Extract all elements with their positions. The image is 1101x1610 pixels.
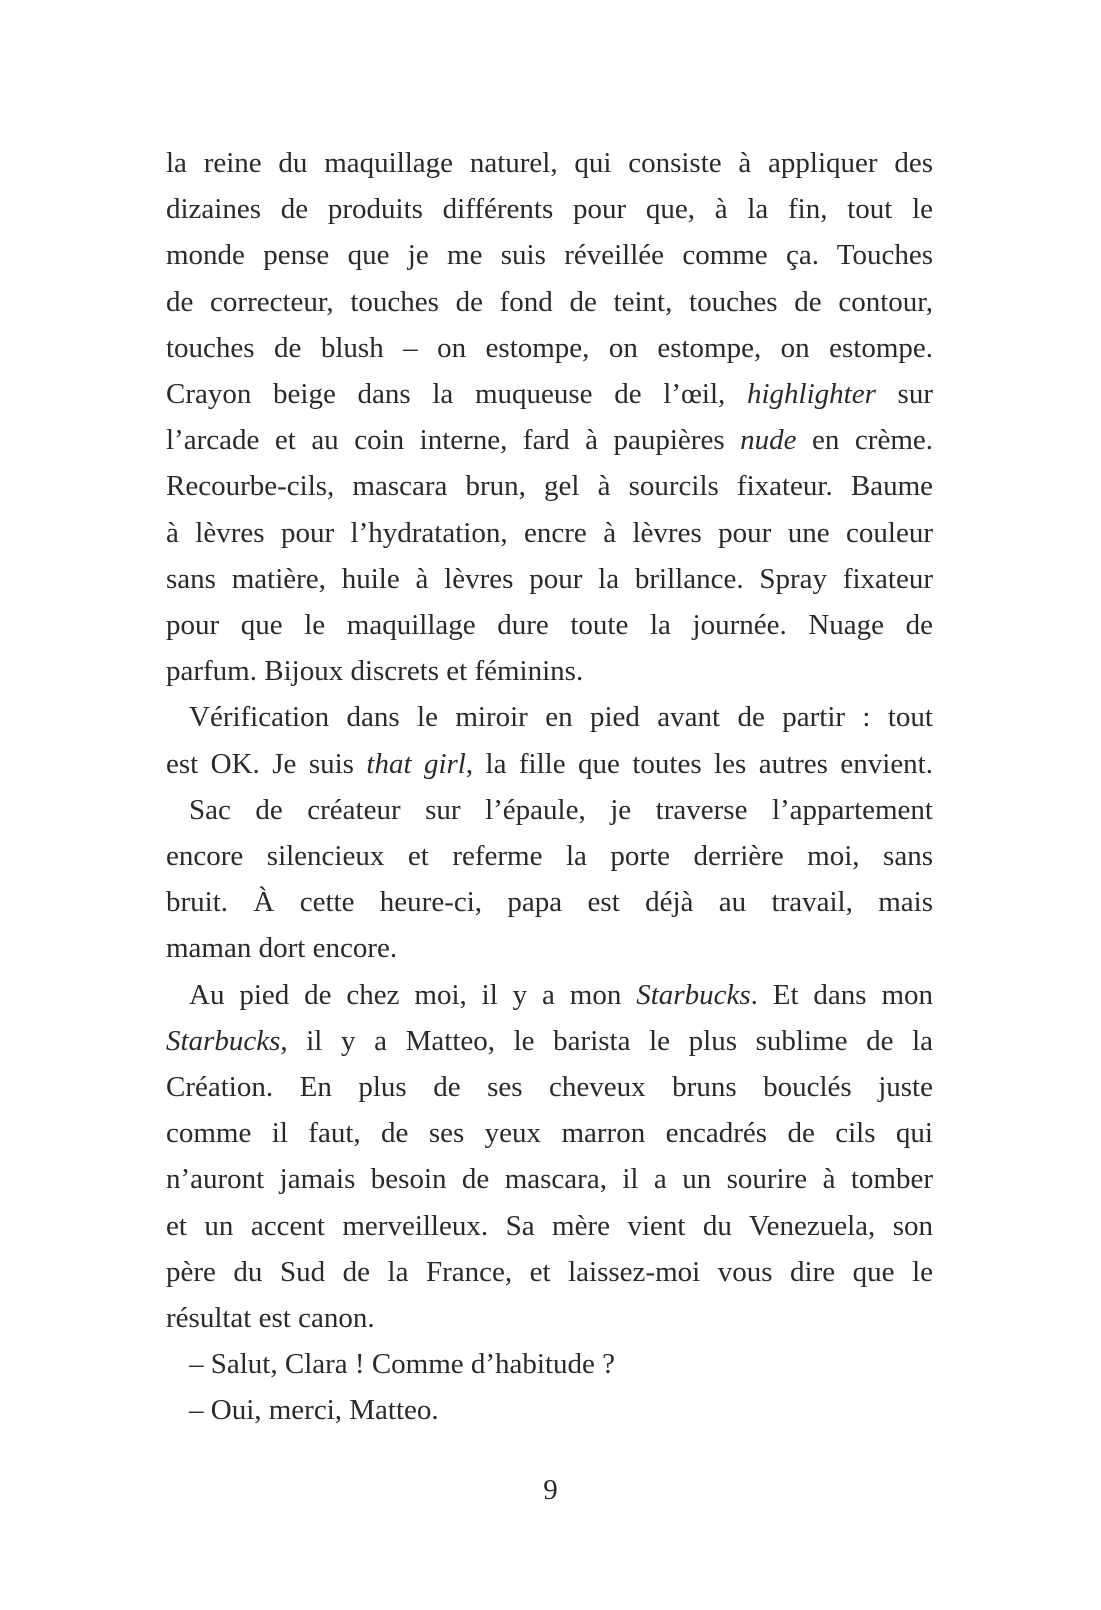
text-run: , il y a Matteo, le barista le plus sublime de la: [280, 1024, 933, 1057]
text-run: Au pied de chez moi, il y a mon: [189, 978, 637, 1011]
text-line: [166, 972, 933, 1018]
text-run: et un accent merveilleux. Sa mère vient du Venezuela, son: [166, 1209, 933, 1242]
text-run: Vérification dans le miroir en pied avant de partir : tout: [189, 701, 933, 734]
text-line: [166, 833, 933, 879]
text-run: – Oui, merci, Matteo.: [189, 1394, 439, 1427]
text-line: [166, 417, 933, 463]
text-line: [166, 1249, 933, 1295]
text-line: [166, 741, 933, 787]
body-text: [166, 140, 933, 1434]
text-line: [166, 232, 933, 278]
page-number: 9: [543, 1474, 558, 1506]
text-run: sans matière, huile à lèvres pour la brillance. Spray fixateur: [166, 562, 933, 595]
text-line: [166, 510, 933, 556]
text-run: Création. En plus de ses cheveux bruns bouclés juste: [166, 1071, 933, 1104]
text-line: [166, 925, 933, 971]
text-run: comme il faut, de ses yeux marron encadrés de cils qui: [166, 1117, 933, 1150]
text-line: [166, 1018, 933, 1064]
text-line: [166, 325, 933, 371]
text-line: [166, 463, 933, 509]
text-line: [166, 556, 933, 602]
text-run: sur: [875, 378, 933, 411]
text-run: en crème.: [796, 424, 933, 457]
italic-text: highlighter: [746, 378, 876, 411]
text-line: [166, 648, 933, 694]
text-line: [166, 1156, 933, 1202]
text-run: , la fille que toutes les autres envient.: [465, 747, 933, 780]
text-line: [166, 186, 933, 232]
text-run: n’auront jamais besoin de mascara, il a un sourire à tomber: [166, 1163, 933, 1196]
text-run: encore silencieux et referme la porte derrière moi, sans: [166, 840, 933, 873]
italic-text: Starbucks: [636, 978, 751, 1011]
text-line: [166, 1295, 933, 1341]
text-line: [166, 279, 933, 325]
text-line: [166, 787, 933, 833]
text-run: maman dort encore.: [166, 932, 398, 965]
text-run: Crayon beige dans la muqueuse de l’œil,: [166, 378, 747, 411]
text-run: résultat est canon.: [166, 1302, 375, 1335]
text-line: [166, 1203, 933, 1249]
text-run: touches de blush – on estompe, on estompe, on estompe.: [166, 331, 933, 364]
text-line: [166, 140, 933, 186]
text-run: Sac de créateur sur l’épaule, je traverse l’appartement: [189, 793, 933, 826]
italic-text: that girl: [366, 747, 466, 780]
text-run: bruit. À cette heure-ci, papa est déjà au travail, mais: [166, 886, 933, 919]
text-line: [166, 602, 933, 648]
text-run: à lèvres pour l’hydratation, encre à lèvres pour une couleur: [166, 516, 933, 549]
text-line: [166, 879, 933, 925]
text-line: [166, 1110, 933, 1156]
text-run: parfum. Bijoux discrets et féminins.: [166, 655, 584, 688]
text-run: la reine du maquillage naturel, qui consiste à appliquer des: [166, 147, 933, 179]
text-line: [166, 694, 933, 740]
text-run: Recourbe-cils, mascara brun, gel à sourcils fixateur. Baume: [166, 470, 933, 503]
text-run: – Salut, Clara ! Comme d’habitude ?: [189, 1348, 616, 1381]
text-run: est OK. Je suis: [166, 747, 367, 780]
text-run: . Et dans mon: [750, 978, 933, 1011]
text-run: monde pense que je me suis réveillée comme ça. Touches: [166, 239, 933, 272]
text-line: [166, 1064, 933, 1110]
text-run: de correcteur, touches de fond de teint, touches de contour,: [166, 285, 933, 318]
italic-text: Starbucks: [166, 1024, 281, 1057]
text-run: dizaines de produits différents pour que, à la fin, tout le: [166, 193, 933, 226]
text-line: [166, 1387, 933, 1433]
text-line: [166, 1341, 933, 1387]
text-run: l’arcade et au coin interne, fard à paupières: [166, 424, 741, 457]
text-line: [166, 371, 933, 417]
text-run: père du Sud de la France, et laissez-moi vous dire que le: [166, 1255, 933, 1288]
italic-text: nude: [740, 424, 797, 457]
text-run: pour que le maquillage dure toute la journée. Nuage de: [166, 609, 933, 642]
